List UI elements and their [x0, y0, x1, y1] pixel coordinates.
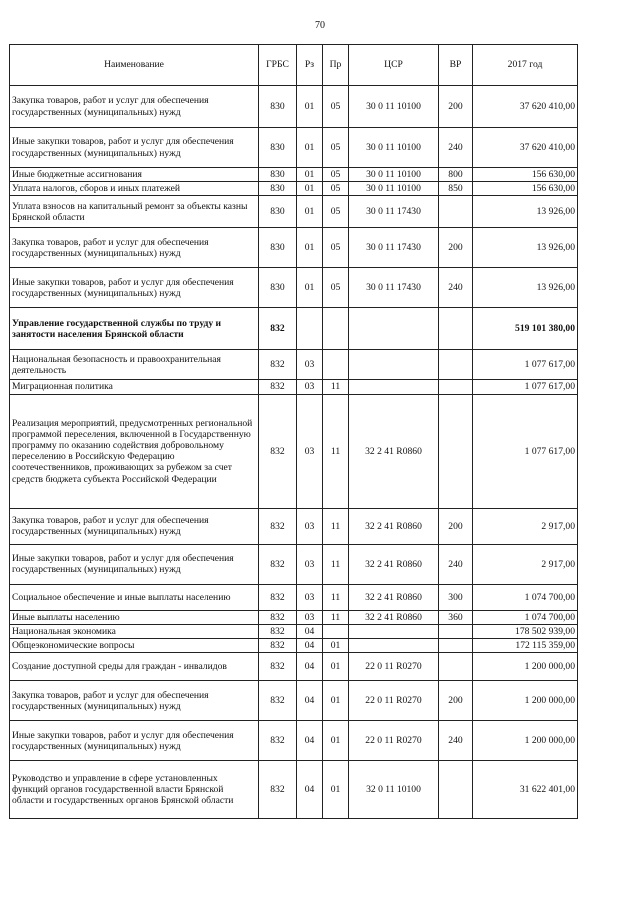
cell-amount: 13 926,00: [473, 228, 578, 268]
cell-rz: 01: [297, 182, 323, 196]
cell-csr: 22 0 11 R0270: [349, 721, 439, 761]
cell-csr: 30 0 11 10100: [349, 168, 439, 182]
cell-vr: 800: [439, 168, 473, 182]
table-row: [10, 624, 578, 638]
cell-amount: 1 077 617,00: [473, 394, 578, 508]
cell-csr: 30 0 11 17430: [349, 228, 439, 268]
cell-rz: 03: [297, 544, 323, 584]
cell-csr: 32 2 41 R0860: [349, 610, 439, 624]
table-row: [10, 228, 578, 268]
cell-name: Иные закупки товаров, работ и услуг для обеспечения государственных (муниципальных) нужд: [10, 544, 259, 584]
cell-name: Иные закупки товаров, работ и услуг для обеспечения государственных (муниципальных) нужд: [10, 721, 259, 761]
cell-name: Уплата взносов на капитальный ремонт за объекты казны Брянской области: [10, 196, 259, 228]
cell-rz: 03: [297, 508, 323, 544]
cell-vr: [439, 308, 473, 350]
cell-rz: 01: [297, 128, 323, 168]
cell-amount: 13 926,00: [473, 196, 578, 228]
cell-pr: 11: [323, 544, 349, 584]
cell-grbs: 832: [259, 350, 297, 380]
cell-rz: 03: [297, 350, 323, 380]
cell-vr: [439, 639, 473, 653]
cell-amount: 1 074 700,00: [473, 584, 578, 610]
cell-csr: 32 2 41 R0860: [349, 584, 439, 610]
cell-grbs: 832: [259, 761, 297, 819]
cell-amount: 2 917,00: [473, 544, 578, 584]
cell-vr: 200: [439, 681, 473, 721]
table-row: [10, 610, 578, 624]
table-row: [10, 394, 578, 508]
cell-grbs: 830: [259, 168, 297, 182]
table-row: [10, 761, 578, 819]
cell-vr: [439, 653, 473, 681]
cell-pr: 11: [323, 610, 349, 624]
cell-csr: 32 2 41 R0860: [349, 544, 439, 584]
cell-pr: [323, 308, 349, 350]
cell-name: Уплата налогов, сборов и иных платежей: [10, 182, 259, 196]
cell-vr: 240: [439, 544, 473, 584]
cell-amount: 172 115 359,00: [473, 639, 578, 653]
cell-amount: 1 077 617,00: [473, 350, 578, 380]
cell-rz: 03: [297, 380, 323, 394]
cell-grbs: 830: [259, 228, 297, 268]
cell-name: Иные бюджетные ассигнования: [10, 168, 259, 182]
cell-vr: 850: [439, 182, 473, 196]
cell-vr: 200: [439, 228, 473, 268]
cell-amount: 1 077 617,00: [473, 380, 578, 394]
table-row: [10, 584, 578, 610]
cell-grbs: 832: [259, 380, 297, 394]
cell-name: Национальная безопасность и правоохранительная деятельность: [10, 350, 259, 380]
table-row: [10, 380, 578, 394]
col-header-rz: Рз: [297, 45, 323, 86]
cell-rz: 03: [297, 394, 323, 508]
cell-grbs: 832: [259, 721, 297, 761]
cell-rz: 01: [297, 86, 323, 128]
cell-vr: [439, 394, 473, 508]
cell-name: Реализация мероприятий, предусмотренных региональной программой переселения, включенной в Государственную программу по оказанию содействия добровольному переселению в Российскую Федерацию соотечественников, проживающих за рубежом за счет средств бюджета субъекта Российской Федерации: [10, 394, 259, 508]
cell-rz: 04: [297, 681, 323, 721]
cell-amount: 156 630,00: [473, 182, 578, 196]
cell-pr: 11: [323, 394, 349, 508]
cell-csr: 30 0 11 17430: [349, 196, 439, 228]
cell-pr: 05: [323, 128, 349, 168]
cell-grbs: 832: [259, 508, 297, 544]
budget-table: [9, 44, 578, 819]
cell-rz: 04: [297, 761, 323, 819]
cell-vr: 200: [439, 86, 473, 128]
cell-name: Закупка товаров, работ и услуг для обеспечения государственных (муниципальных) нужд: [10, 681, 259, 721]
cell-csr: [349, 380, 439, 394]
cell-grbs: 832: [259, 624, 297, 638]
col-header-pr: Пр: [323, 45, 349, 86]
cell-csr: 32 2 41 R0860: [349, 508, 439, 544]
cell-csr: 30 0 11 17430: [349, 268, 439, 308]
cell-grbs: 832: [259, 308, 297, 350]
cell-name: Общеэкономические вопросы: [10, 639, 259, 653]
cell-grbs: 832: [259, 394, 297, 508]
cell-amount: 31 622 401,00: [473, 761, 578, 819]
cell-csr: [349, 639, 439, 653]
cell-csr: 32 0 11 10100: [349, 761, 439, 819]
cell-csr: 22 0 11 R0270: [349, 653, 439, 681]
cell-vr: 240: [439, 128, 473, 168]
cell-pr: 05: [323, 182, 349, 196]
cell-name: Миграционная политика: [10, 380, 259, 394]
cell-grbs: 832: [259, 639, 297, 653]
cell-amount: 1 200 000,00: [473, 721, 578, 761]
cell-pr: 01: [323, 681, 349, 721]
table-row: [10, 639, 578, 653]
cell-pr: 05: [323, 268, 349, 308]
cell-vr: 200: [439, 508, 473, 544]
table-body: [10, 86, 578, 819]
cell-csr: 22 0 11 R0270: [349, 681, 439, 721]
cell-grbs: 830: [259, 268, 297, 308]
cell-rz: 04: [297, 721, 323, 761]
cell-pr: 11: [323, 508, 349, 544]
table-row: [10, 653, 578, 681]
cell-pr: 01: [323, 721, 349, 761]
table-row: [10, 308, 578, 350]
cell-csr: [349, 308, 439, 350]
table-row: [10, 86, 578, 128]
cell-grbs: 832: [259, 584, 297, 610]
cell-grbs: 830: [259, 128, 297, 168]
cell-amount: 2 917,00: [473, 508, 578, 544]
cell-name: Руководство и управление в сфере установленных функций органов государственной власти Брянской области и государственных органов Брянской области: [10, 761, 259, 819]
cell-rz: 01: [297, 168, 323, 182]
cell-name: Социальное обеспечение и иные выплаты населению: [10, 584, 259, 610]
cell-amount: 519 101 380,00: [473, 308, 578, 350]
cell-rz: 04: [297, 653, 323, 681]
table-header: [10, 45, 578, 86]
cell-vr: 240: [439, 721, 473, 761]
cell-grbs: 832: [259, 544, 297, 584]
cell-rz: 01: [297, 196, 323, 228]
table-row: [10, 681, 578, 721]
cell-grbs: 832: [259, 653, 297, 681]
cell-name: Закупка товаров, работ и услуг для обеспечения государственных (муниципальных) нужд: [10, 228, 259, 268]
col-header-grbs: ГРБС: [259, 45, 297, 86]
cell-amount: 178 502 939,00: [473, 624, 578, 638]
table-row: [10, 196, 578, 228]
cell-grbs: 832: [259, 681, 297, 721]
cell-rz: 04: [297, 624, 323, 638]
cell-vr: [439, 761, 473, 819]
table-row: [10, 508, 578, 544]
cell-grbs: 832: [259, 610, 297, 624]
cell-rz: 04: [297, 639, 323, 653]
cell-pr: 05: [323, 86, 349, 128]
cell-amount: 156 630,00: [473, 168, 578, 182]
cell-rz: 03: [297, 584, 323, 610]
cell-pr: [323, 350, 349, 380]
cell-grbs: 830: [259, 86, 297, 128]
cell-csr: [349, 350, 439, 380]
cell-vr: [439, 350, 473, 380]
cell-name: Закупка товаров, работ и услуг для обеспечения государственных (муниципальных) нужд: [10, 508, 259, 544]
cell-pr: 05: [323, 168, 349, 182]
cell-amount: 37 620 410,00: [473, 128, 578, 168]
cell-amount: 1 200 000,00: [473, 681, 578, 721]
table-row: [10, 268, 578, 308]
table-row: [10, 128, 578, 168]
cell-rz: 03: [297, 610, 323, 624]
cell-amount: 13 926,00: [473, 268, 578, 308]
cell-pr: 05: [323, 228, 349, 268]
cell-pr: 01: [323, 761, 349, 819]
cell-pr: 11: [323, 380, 349, 394]
cell-name: Иные закупки товаров, работ и услуг для обеспечения государственных (муниципальных) нужд: [10, 128, 259, 168]
table-row: [10, 350, 578, 380]
table-row: [10, 721, 578, 761]
cell-vr: [439, 380, 473, 394]
cell-amount: 37 620 410,00: [473, 86, 578, 128]
cell-name: Национальная экономика: [10, 624, 259, 638]
cell-pr: 01: [323, 653, 349, 681]
col-header-year: 2017 год: [473, 45, 578, 86]
cell-amount: 1 200 000,00: [473, 653, 578, 681]
cell-pr: [323, 624, 349, 638]
cell-csr: 30 0 11 10100: [349, 182, 439, 196]
cell-grbs: 830: [259, 196, 297, 228]
cell-csr: 30 0 11 10100: [349, 128, 439, 168]
cell-name: Иные закупки товаров, работ и услуг для обеспечения государственных (муниципальных) нужд: [10, 268, 259, 308]
cell-rz: 01: [297, 228, 323, 268]
col-header-vr: ВР: [439, 45, 473, 86]
cell-name: Управление государственной службы по труду и занятости населения Брянской области: [10, 308, 259, 350]
page-number: 70: [315, 20, 325, 31]
cell-rz: [297, 308, 323, 350]
cell-grbs: 830: [259, 182, 297, 196]
cell-pr: 05: [323, 196, 349, 228]
cell-csr: [349, 624, 439, 638]
table-row: [10, 544, 578, 584]
table-row: [10, 182, 578, 196]
cell-vr: 240: [439, 268, 473, 308]
cell-vr: 360: [439, 610, 473, 624]
cell-rz: 01: [297, 268, 323, 308]
table-row: [10, 168, 578, 182]
col-header-name: Наименование: [10, 45, 259, 86]
cell-name: Иные выплаты населению: [10, 610, 259, 624]
col-header-csr: ЦСР: [349, 45, 439, 86]
cell-amount: 1 074 700,00: [473, 610, 578, 624]
cell-pr: 11: [323, 584, 349, 610]
cell-vr: 300: [439, 584, 473, 610]
cell-vr: [439, 196, 473, 228]
cell-pr: 01: [323, 639, 349, 653]
cell-csr: 32 2 41 R0860: [349, 394, 439, 508]
cell-name: Закупка товаров, работ и услуг для обеспечения государственных (муниципальных) нужд: [10, 86, 259, 128]
cell-vr: [439, 624, 473, 638]
cell-csr: 30 0 11 10100: [349, 86, 439, 128]
cell-name: Создание доступной среды для граждан - инвалидов: [10, 653, 259, 681]
